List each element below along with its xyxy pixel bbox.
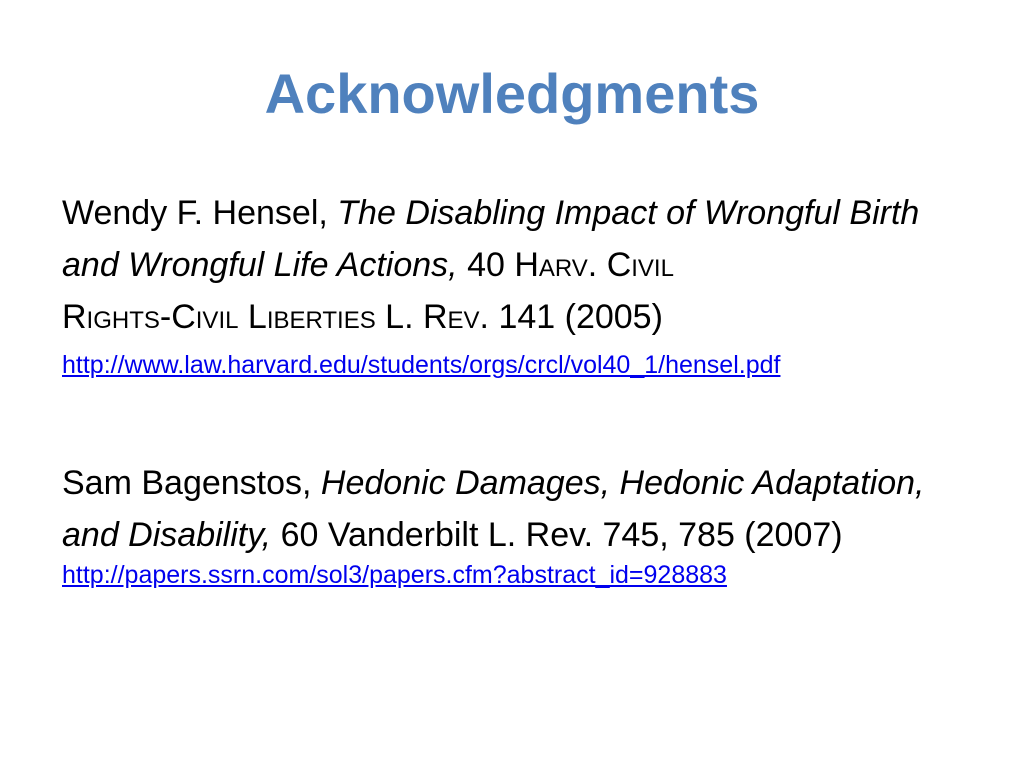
citation-journal-line-1: Harv. Civil: [514, 246, 674, 284]
citation-bagenstos: [62, 457, 962, 595]
citation-author: Wendy F. Hensel,: [62, 194, 338, 232]
citation-author: Sam Bagenstos,: [62, 464, 321, 502]
citation-journal-line-2: Rights-Civil Liberties L. Rev.: [62, 298, 490, 336]
citation-work-title: The Disabling Impact of Wrongful Birth and Wrongful Life Actions,: [62, 194, 920, 284]
citation-work-title: Hedonic Damages, Hedonic Adaptation, and Disability,: [62, 464, 925, 554]
citation-source: 60 Vanderbilt L. Rev. 745, 785 (2007): [271, 516, 843, 554]
citation-link-bagenstos[interactable]: http://papers.ssrn.com/sol3/papers.cfm?abstract_id=928883: [62, 561, 727, 589]
citation-volume: 40: [457, 246, 515, 284]
citation-text: [62, 457, 962, 561]
citation-link-hensel[interactable]: http://www.law.harvard.edu/students/orgs/crcl/vol40_1/hensel.pdf: [62, 351, 781, 379]
citation-text: [62, 187, 962, 343]
slide-title: Acknowledgments: [264, 62, 760, 125]
citation-pages-year: 141 (2005): [489, 298, 663, 336]
citation-hensel: [62, 187, 962, 385]
